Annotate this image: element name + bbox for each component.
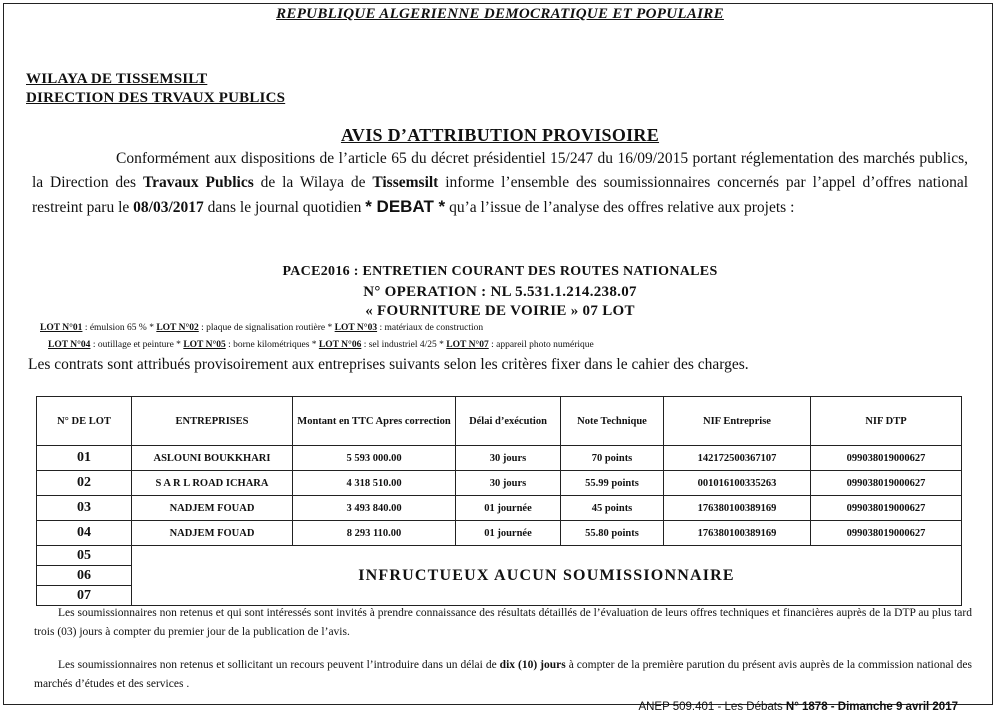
col-header: NIF DTP <box>811 397 962 446</box>
cell-entreprise: NADJEM FOUAD <box>132 496 293 521</box>
intro-bold-journal: * DEBAT * <box>365 197 446 216</box>
lot-desc: : borne kilométriques * <box>225 340 319 350</box>
lot-label: LOT N°01 <box>40 323 83 333</box>
lot-desc: : sel industriel 4/25 * <box>361 340 447 350</box>
cell-entreprise: NADJEM FOUAD <box>132 521 293 546</box>
col-header: Montant en TTC Apres correction <box>293 397 456 446</box>
cell-lot: 07 <box>37 586 132 606</box>
lot-desc: : appareil photo numérique <box>488 340 594 350</box>
col-header: Délai d’exécution <box>456 397 561 446</box>
direction-heading: DIRECTION DES TRVAUX PUBLICS <box>26 90 286 106</box>
footer-paragraph-1 <box>34 604 972 642</box>
cell-entreprise: S A R L ROAD ICHARA <box>132 471 293 496</box>
intro-text-4: dans le journal quotidien <box>203 199 366 216</box>
table-row <box>37 471 962 496</box>
cell-montant: 5 593 000.00 <box>293 446 456 471</box>
table-row <box>37 446 962 471</box>
results-table <box>36 396 962 606</box>
contracts-paragraph: Les contrats sont attribués provisoirement aux entreprises suivants selon les critères fixer dans le cahier des charges. <box>28 356 749 373</box>
cell-nif-entreprise: 001016100335263 <box>664 471 811 496</box>
table-row <box>37 496 962 521</box>
cell-montant: 4 318 510.00 <box>293 471 456 496</box>
intro-paragraph <box>32 147 968 220</box>
anep-prefix: ANEP 509.401 - Les Débats <box>638 701 786 713</box>
notice-title: AVIS D’ATTRIBUTION PROVISOIRE <box>340 125 660 145</box>
project-line-3: « FOURNITURE DE VOIRIE » 07 LOT <box>365 303 635 319</box>
table-row <box>37 521 962 546</box>
lot-label: LOT N°03 <box>334 323 378 333</box>
intro-text-2: de la Wilaya de <box>253 174 373 191</box>
infructueux-cell: INFRUCTUEUX AUCUN SOUMISSIONNAIRE <box>132 546 962 606</box>
footer-text-2c: à compter de la première parution du présent avis auprès de la commission national des marchés d’études et des services . <box>34 659 972 690</box>
lots-line-2 <box>48 340 594 350</box>
cell-nif-entreprise: 176380100389169 <box>664 521 811 546</box>
cell-lot: 04 <box>37 521 132 546</box>
lot-label: LOT N°02 <box>156 323 199 333</box>
project-line-1: PACE2016 : ENTRETIEN COURANT DES ROUTES NATIONALES <box>282 264 718 279</box>
table-header-row <box>37 397 962 446</box>
col-header: Note Technique <box>561 397 664 446</box>
lots-line-1 <box>40 323 483 333</box>
intro-bold-wilaya: Tissemsilt <box>372 174 439 191</box>
cell-note: 55.99 points <box>561 471 664 496</box>
cell-lot: 01 <box>37 446 132 471</box>
lot-desc: : outillage et peinture * <box>90 340 184 350</box>
cell-montant: 8 293 110.00 <box>293 521 456 546</box>
lot-label: LOT N°04 <box>48 340 91 350</box>
cell-delai: 01 journée <box>456 521 561 546</box>
cell-delai: 01 journée <box>456 496 561 521</box>
cell-note: 55.80 points <box>561 521 664 546</box>
footer-bold-delay: dix (10) jours <box>499 659 566 671</box>
col-header: ENTREPRISES <box>132 397 293 446</box>
col-header: N° DE LOT <box>37 397 132 446</box>
cell-nif-dtp: 099038019000627 <box>811 471 962 496</box>
intro-text-5: qu’a l’issue de l’analyse des offres relative aux projets : <box>445 199 795 216</box>
cell-lot: 05 <box>37 546 132 566</box>
anep-issue: N° 1878 - Dimanche 9 avril 2017 <box>785 701 958 713</box>
cell-lot: 02 <box>37 471 132 496</box>
cell-note: 45 points <box>561 496 664 521</box>
intro-bold-date: 08/03/2017 <box>133 199 204 216</box>
cell-nif-entreprise: 176380100389169 <box>664 496 811 521</box>
cell-nif-dtp: 099038019000627 <box>811 496 962 521</box>
republic-heading: REPUBLIQUE ALGERIENNE DEMOCRATIQUE ET POPULAIRE <box>276 6 724 22</box>
cell-montant: 3 493 840.00 <box>293 496 456 521</box>
cell-nif-dtp: 099038019000627 <box>811 521 962 546</box>
table-row <box>37 546 962 566</box>
lot-desc: : plaque de signalisation routière * <box>198 323 335 333</box>
cell-lot: 06 <box>37 566 132 586</box>
cell-delai: 30 jours <box>456 471 561 496</box>
project-line-2: N° OPERATION : NL 5.531.1.214.238.07 <box>363 284 637 300</box>
lot-label: LOT N°05 <box>183 340 226 350</box>
wilaya-heading: WILAYA DE TISSEMSILT <box>26 71 208 87</box>
col-header: NIF Entreprise <box>664 397 811 446</box>
lot-desc: : matériaux de construction <box>377 323 484 333</box>
intro-text-1: Conformément aux dispositions de l’article 65 du décret présidentiel 15/247 du 16/09/2015 portant réglementation des marchés publics, la Direction des <box>32 150 968 191</box>
intro-text-3: informe l’ensemble des soumissionnaires concernés par l’appel d’offres national restreint paru le <box>32 174 969 216</box>
lot-desc: : émulsion 65 % * <box>82 323 157 333</box>
lot-label: LOT N°07 <box>446 340 489 350</box>
intro-bold-travaux: Travaux Publics <box>142 174 254 191</box>
cell-lot: 03 <box>37 496 132 521</box>
cell-note: 70 points <box>561 446 664 471</box>
anep-reference <box>638 701 958 713</box>
cell-nif-entreprise: 142172500367107 <box>664 446 811 471</box>
cell-entreprise: ASLOUNI BOUKKHARI <box>132 446 293 471</box>
footer-text-2a: Les soumissionnaires non retenus et sollicitant un recours peuvent l’introduire dans un délai de <box>58 659 500 671</box>
footer-text-1: Les soumissionnaires non retenus et qui sont intéressés sont invités à prendre connaissance des résultats détaillés de l’évaluation de leurs offres techniques et financières auprès de la DTP au plus tard trois (03) jours à compter du premier jour de la publication de l’avis. <box>34 607 972 638</box>
lot-label: LOT N°06 <box>318 340 362 350</box>
cell-nif-dtp: 099038019000627 <box>811 446 962 471</box>
footer-paragraph-2 <box>34 656 972 694</box>
cell-delai: 30 jours <box>456 446 561 471</box>
